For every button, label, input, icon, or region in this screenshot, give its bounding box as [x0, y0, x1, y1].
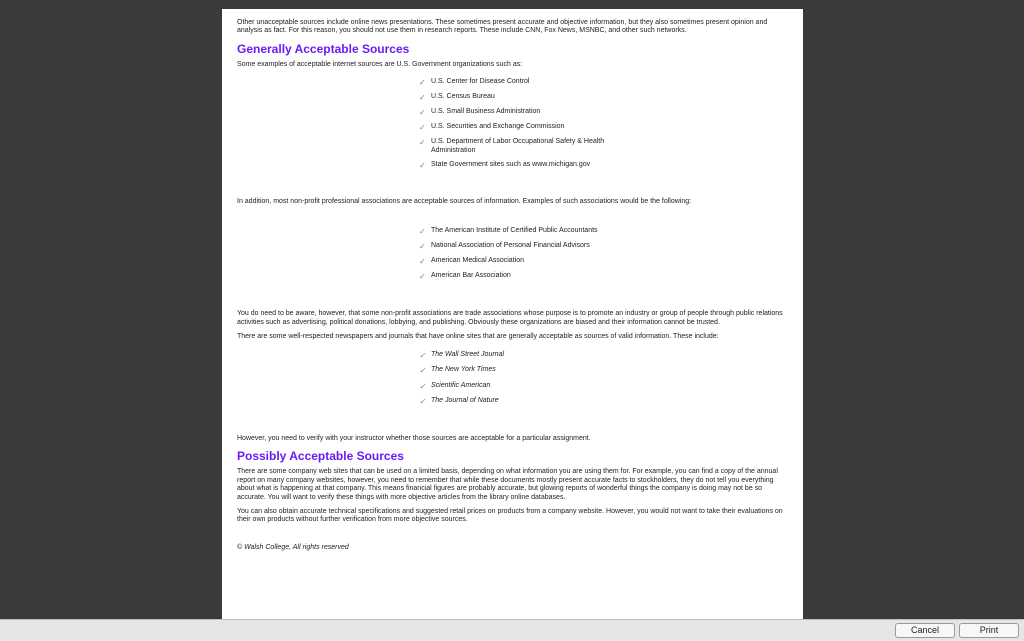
checkmark-icon: ✓ — [419, 397, 426, 407]
copyright-notice: © Walsh College, All rights reserved — [237, 543, 349, 551]
checkmark-icon: ✓ — [419, 272, 426, 282]
list-item: ✓ State Government sites such as www.michigan.gov — [419, 161, 591, 171]
checkmark-icon: ✓ — [419, 257, 426, 267]
news-sources-list — [419, 351, 619, 407]
checkmark-icon: ✓ — [419, 381, 426, 391]
list-item: ✓ American Bar Association — [419, 272, 511, 282]
list-item: ✓ The Journal of Nature — [419, 397, 499, 407]
technical-specs-paragraph: You can also obtain accurate technical specifications and suggested retail prices on products from a company website. However, you would not want to take their evaluations on their own products without further verification from more objective sources. — [237, 508, 783, 524]
checkmark-icon: ✓ — [419, 227, 426, 237]
section-heading-generally-acceptable: Generally Acceptable Sources — [237, 41, 410, 56]
print-dialog-bar — [0, 619, 1024, 641]
assoc-intro-paragraph: In addition, most non-profit professional associations are acceptable sources of information. Examples of such associations would be the following: — [237, 198, 692, 206]
intro-paragraph: Other unacceptable sources include online news presentations. These sometimes present accurate and objective information, but they also sometimes present opinion and analysis as fact. For this reason, you should not use them in research reports. These include CNN, Fox News, MSNBC, and other such networks. — [237, 19, 768, 35]
list-item: ✓ U.S. Center for Disease Control — [419, 78, 530, 88]
list-item: ✓ The New York Times — [419, 366, 496, 376]
gov-intro-paragraph: Some examples of acceptable internet sources are U.S. Government organizations such as: — [237, 60, 523, 68]
company-sites-paragraph: There are some company web sites that can be used on a limited basis, depending on what information you are using them for. For example, you can find a copy of the annual report on many company websites, however, you need to remember that while these documents mostly present accurate facts to stockholders, they do not tell you everything about what is happening at that company. This means financial figures are probably accurate, but glowing reports of wonderful things the company is doing may not be so accurate. You will want to verify these things with more objective articles from the library online databases. — [237, 468, 778, 501]
checkmark-icon: ✓ — [419, 138, 426, 148]
verify-note-paragraph: However, you need to verify with your instructor whether those sources are acceptable for a particular assignment. — [237, 435, 591, 443]
association-list — [419, 227, 619, 281]
document-content — [237, 19, 785, 552]
checkmark-icon: ✓ — [419, 93, 426, 103]
checkmark-icon: ✓ — [419, 366, 426, 376]
trade-warning-paragraph: You do need to be aware, however, that some non-profit associations are trade associations whose purpose is to promote an industry or group of people through public relations activities such as advertising, political donations, lobbying, and publishing. Obviously these organizations are biased and their information cannot be trusted. — [237, 310, 783, 326]
section-heading-possibly-acceptable: Possibly Acceptable Sources — [237, 449, 404, 464]
list-item: ✓ National Association of Personal Financial Advisors — [419, 242, 590, 252]
cancel-button[interactable]: Cancel — [895, 623, 955, 638]
list-item: ✓ Scientific American — [419, 381, 491, 391]
list-item: ✓ The American Institute of Certified Public Accountants — [419, 227, 598, 237]
checkmark-icon: ✓ — [419, 78, 426, 88]
checkmark-icon: ✓ — [419, 123, 426, 133]
checkmark-icon: ✓ — [419, 242, 426, 252]
list-item: ✓ U.S. Small Business Administration — [419, 108, 541, 118]
list-item: ✓ U.S. Securities and Exchange Commission — [419, 123, 565, 133]
list-item: ✓ American Medical Association — [419, 257, 524, 267]
checkmark-icon: ✓ — [419, 350, 426, 360]
list-item: ✓ The Wall Street Journal — [419, 350, 505, 360]
checkmark-icon: ✓ — [419, 108, 426, 118]
list-item: ✓ U.S. Census Bureau — [419, 93, 495, 103]
gov-sources-list — [419, 78, 619, 170]
print-preview-page — [222, 9, 803, 619]
checkmark-icon: ✓ — [419, 161, 426, 171]
list-item: ✓ U.S. Department of Labor Occupational Safety & Health Administration — [419, 138, 605, 154]
news-intro-paragraph: There are some well-respected newspapers and journals that have online sites that are generally acceptable as sources of valid information. These include: — [237, 333, 719, 341]
print-button[interactable]: Print — [959, 623, 1019, 638]
